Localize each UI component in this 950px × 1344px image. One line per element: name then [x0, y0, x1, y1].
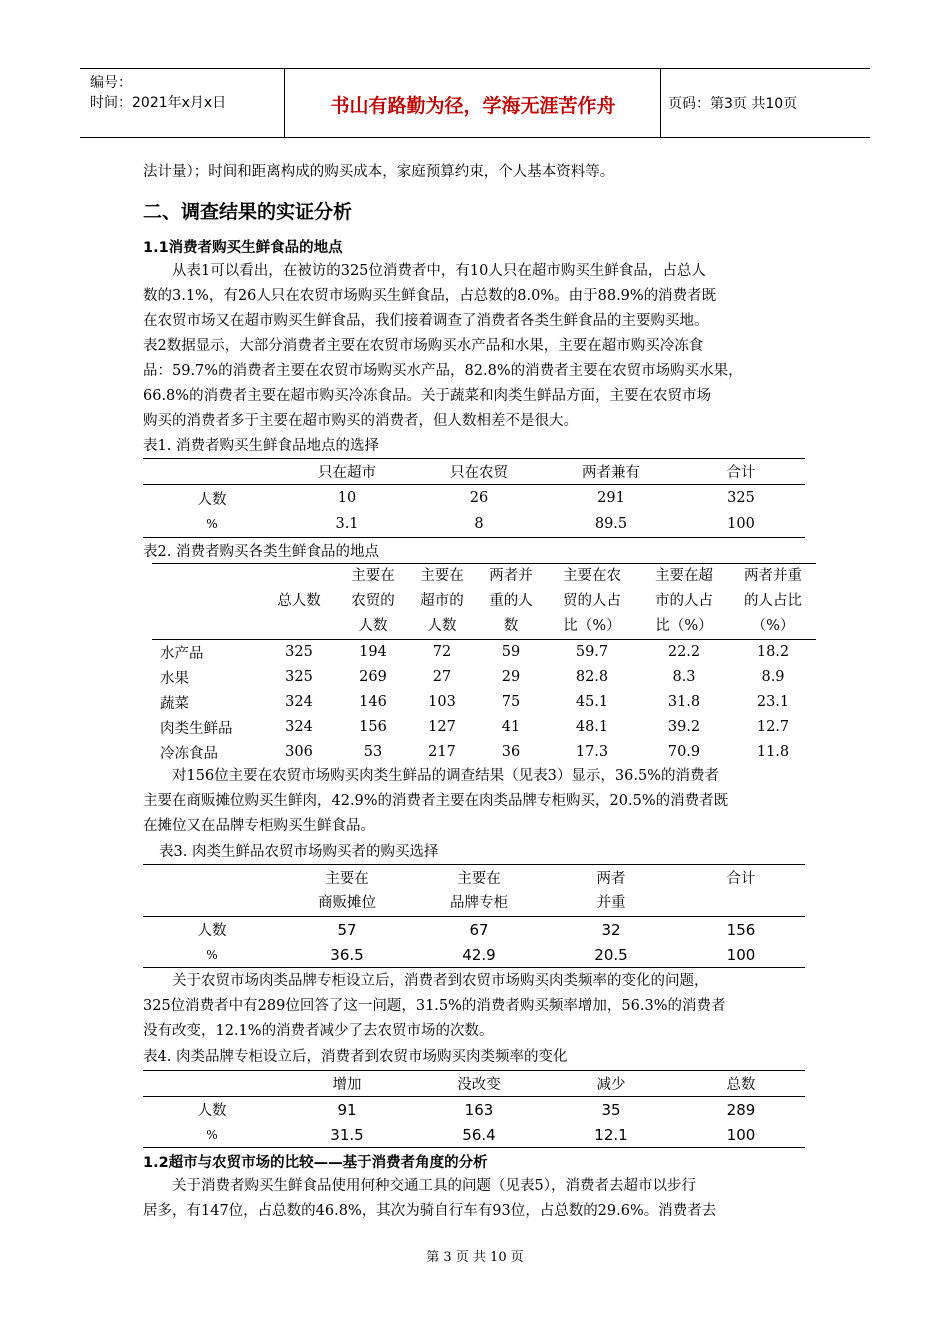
- column-header: 主要在农 贸的人占 比（%）: [563, 568, 621, 634]
- intro-line: 法计量）；时间和距离构成的购买成本，家庭预算约束，个人基本资料等。: [143, 164, 615, 180]
- table-header-row: [143, 865, 805, 917]
- column-header: 总人数: [277, 593, 321, 609]
- column-header: 合计: [726, 465, 756, 481]
- text-line: 对156位主要在农贸市场购买肉类生鲜品的调查结果（见表3）显示，36.5%的消费者: [143, 768, 719, 784]
- table-header-row: [152, 564, 816, 640]
- text-line: 没有改变，12.1%的消费者减少了去农贸市场的次数。: [143, 1023, 494, 1039]
- text-line: 在摊位又在品牌专柜购买生鲜食品。: [143, 818, 375, 834]
- table-row: 水果 325 269 27 29 82.8 8.3 8.9: [160, 669, 785, 687]
- table-row: % 36.5 42.9 20.5 100: [143, 943, 805, 968]
- text-line: 数的3.1%，有26人只在农贸市场购买生鲜食品，占总数的8.0%。由于88.9%的消费者既: [143, 288, 717, 304]
- paragraph: [143, 764, 807, 839]
- section-title: 二、调查结果的实证分析: [143, 201, 353, 223]
- table-row: 人数 91 163 35 289: [197, 1100, 756, 1120]
- table4-caption: 表4. 肉类品牌专柜设立后，消费者到农贸市场购买肉类频率的变化: [143, 1049, 568, 1065]
- table-row: 蔬菜 324 146 103 75 45.1 31.8 23.1: [160, 694, 790, 712]
- text-line: 购买的消费者多于主要在超市购买的消费者，但人数相差不是很大。: [143, 413, 578, 429]
- table-row: 肉类生鲜品 324 156 127 41 48.1 39.2 12.7: [160, 719, 790, 737]
- column-header: 没改变: [457, 1077, 501, 1093]
- column-header: 增加: [332, 1077, 362, 1093]
- text-line: 在农贸市场又在超市购买生鲜食品，我们接着调查了消费者各类生鲜食品的主要购买地。: [143, 313, 709, 329]
- column-header: 两者并 重的人 数: [489, 568, 533, 634]
- table1-caption: 表1. 消费者购买生鲜食品地点的选择: [143, 438, 379, 454]
- table3-caption: 表3. 肉类生鲜品农贸市场购买者的购买选择: [159, 844, 439, 860]
- table-row: % 3.1 8 89.5 100: [143, 512, 805, 538]
- header-motto: 书山有路勤为径，学海无涯苦作舟: [330, 95, 616, 117]
- table-row: % 31.5 56.4 12.1 100: [143, 1123, 805, 1148]
- header-time-label: 时间：2021年x月x日: [90, 95, 227, 111]
- column-header: 主要在 农贸的 人数: [351, 568, 395, 634]
- table-header-row: [143, 1071, 805, 1097]
- header-meta: [90, 73, 226, 113]
- table4: [143, 1070, 805, 1148]
- text-line: 居多，有147位，占总数的46.8%，其次为骑自行车有93位，占总数的29.6%。消费者去: [143, 1203, 717, 1219]
- text-line: 关于农贸市场肉类品牌专柜设立后，消费者到农贸市场购买肉类频率的变化的问题，: [143, 973, 709, 989]
- text-line: 66.8%的消费者主要在超市购买冷冻食品。关于蔬菜和肉类生鲜品方面，主要在农贸市场: [143, 388, 712, 404]
- column-header: 主要在 品牌专柜: [450, 870, 508, 911]
- header-divider: [660, 69, 661, 137]
- table1: [143, 458, 805, 538]
- page-footer: 第 3 页 共 10 页: [426, 1250, 524, 1265]
- table2-caption: 表2. 消费者购买各类生鲜食品的地点: [143, 544, 379, 560]
- text-line: 325位消费者中有289位回答了这一问题，31.5%的消费者购买频率增加，56.3%的消费者: [143, 998, 726, 1014]
- header-number-label: 编号：: [90, 75, 132, 91]
- column-header: 主要在 超市的 人数: [420, 568, 464, 634]
- header-page-code: 页码：第3页 共10页: [668, 96, 798, 112]
- table-row: 冷冻食品 306 53 217 36 17.3 70.9 11.8: [160, 744, 790, 762]
- column-header: 合计: [726, 871, 756, 887]
- table2: [152, 563, 816, 765]
- subsection-title: 1.1消费者购买生鲜食品的地点: [143, 240, 343, 256]
- table-row: 水产品 325 194 72 59 59.7 22.2 18.2: [160, 644, 790, 662]
- column-header: 只在超市: [318, 465, 376, 481]
- page-header: [80, 68, 870, 138]
- text-line: 表2数据显示，大部分消费者主要在农贸市场购买水产品和水果，主要在超市购买冷冻食: [143, 338, 704, 354]
- column-header: 只在农贸: [450, 465, 508, 481]
- header-divider: [284, 69, 285, 137]
- table-row: 人数 57 67 32 156: [197, 920, 756, 940]
- column-header: 主要在超 市的人占 比（%）: [655, 568, 713, 634]
- text-line: 关于消费者购买生鲜食品使用何种交通工具的问题（见表5），消费者去超市以步行: [143, 1178, 696, 1194]
- column-header: 主要在 商贩摊位: [318, 870, 376, 911]
- column-header: 两者兼有: [582, 465, 640, 481]
- column-header: 减少: [596, 1077, 626, 1093]
- text-line: 品：59.7%的消费者主要在农贸市场购买水产品，82.8%的消费者主要在农贸市场购买水果，: [143, 363, 743, 379]
- table-row: 人数 10 26 291 325: [197, 490, 755, 508]
- column-header: 两者 并重: [596, 870, 626, 911]
- text-line: 从表1可以看出，在被访的325位消费者中，有10人只在超市购买生鲜食品，占总人: [143, 263, 706, 279]
- column-header: 两者并重 的人占比 （%）: [744, 568, 802, 634]
- column-header: 总数: [726, 1077, 756, 1093]
- paragraph: [143, 259, 807, 434]
- table3: [143, 864, 805, 968]
- subsection-title: 1.2超市与农贸市场的比较——基于消费者角度的分析: [143, 1155, 488, 1171]
- paragraph: [143, 1174, 807, 1224]
- table-header-row: [143, 459, 805, 485]
- paragraph: [143, 969, 807, 1044]
- text-line: 主要在商贩摊位购买生鲜肉，42.9%的消费者主要在肉类品牌专柜购买，20.5%的消费者既: [143, 793, 729, 809]
